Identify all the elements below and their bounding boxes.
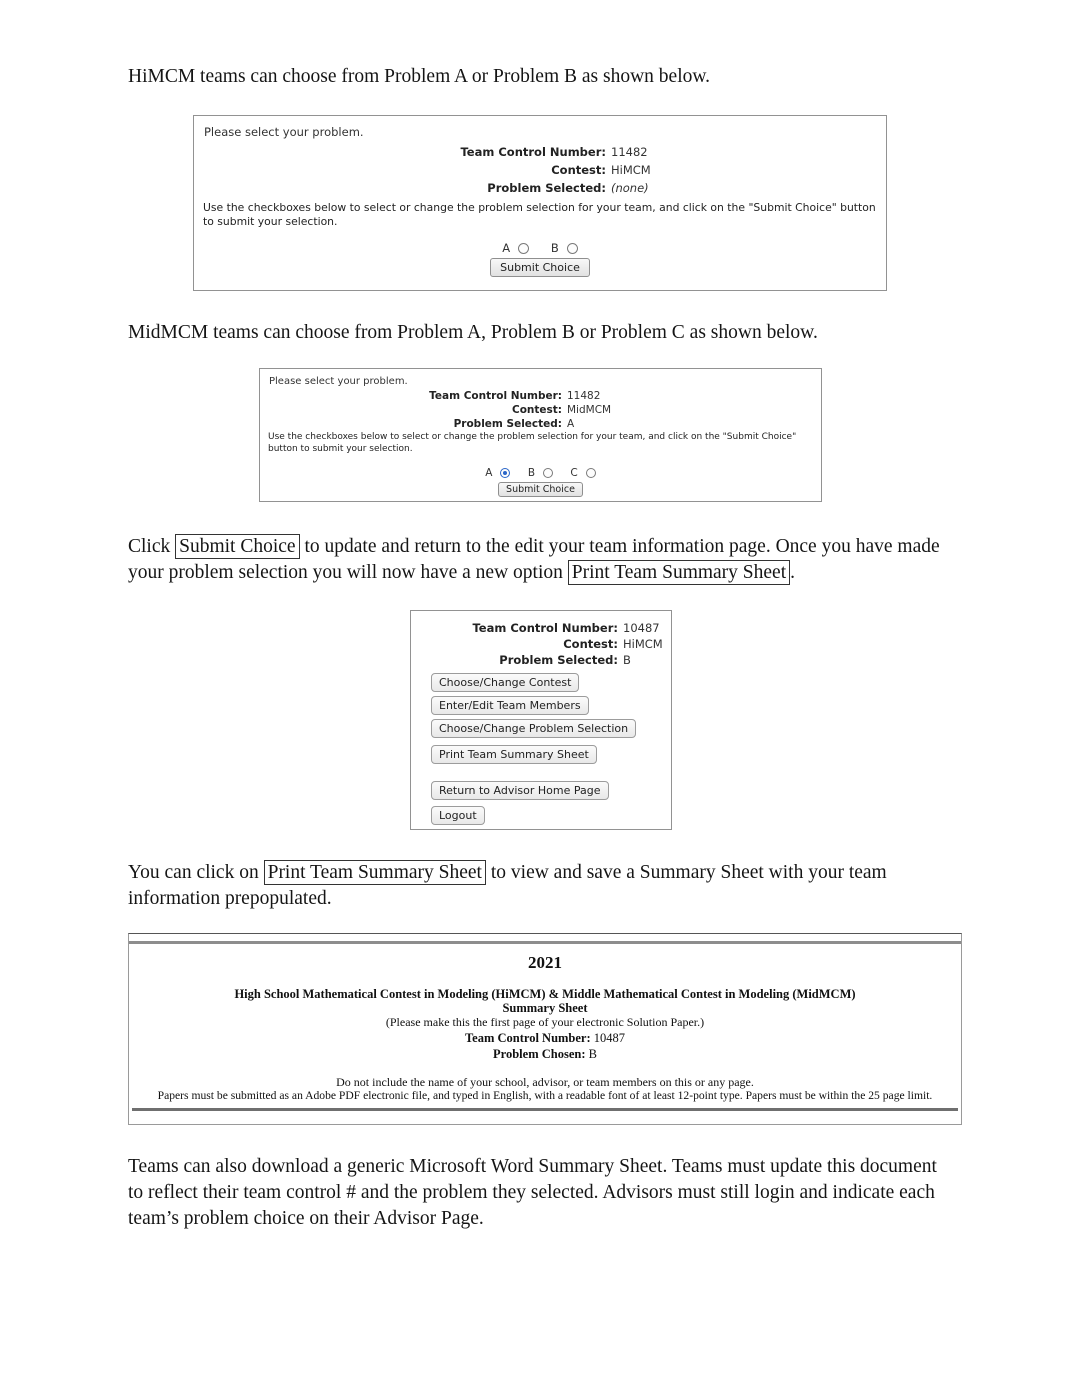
para3-text-3: . — [790, 562, 796, 583]
sheet-first-page-note: (Please make this the first page of your electronic Solution Paper.) — [385, 1015, 705, 1029]
print-summary-boxed-phrase: Print Team Summary Sheet — [568, 560, 790, 585]
print-summary-boxed-phrase: Print Team Summary Sheet — [264, 860, 486, 885]
sheet-warning-2: Papers must be submitted as an Adobe PDF electronic file, and typed in English, with a readable font of at least 12-point type. Papers must be within the 25 page limit. — [157, 1089, 933, 1102]
submit-choice-button[interactable]: Submit Choice — [498, 482, 583, 497]
sheet-team-control-number-row — [129, 1031, 961, 1046]
team-control-number-label: Team Control Number: — [472, 621, 618, 635]
print-summary-paragraph — [128, 860, 960, 912]
team-control-number-row — [194, 145, 886, 159]
contest-row — [411, 637, 671, 651]
enter-edit-team-members-button[interactable]: Enter/Edit Team Members — [431, 696, 589, 715]
problem-selected-label: Problem Selected: — [453, 418, 562, 430]
para3-text-2: to update and return to the edit your team information page. Once you have made your problem selection you will now have a new option — [128, 536, 940, 583]
contest-value: HiMCM — [623, 637, 663, 651]
sheet-warning-1: Do not include the name of your school, advisor, or team members on this or any page. — [336, 1075, 754, 1089]
problem-selected-row — [194, 181, 886, 195]
contest-row — [260, 404, 821, 416]
team-control-number-row — [260, 390, 821, 402]
contest-label: Contest: — [511, 404, 562, 416]
team-info-fields — [411, 621, 671, 669]
select-problem-prompt: Please select your problem. — [269, 376, 408, 387]
contest-value: MidMCM — [567, 404, 612, 416]
option-b-radio[interactable] — [543, 468, 553, 478]
word-summary-sheet-paragraph: Teams can also download a generic Microsoft Word Summary Sheet. Teams must update this document to reflect their team control # and the problem they selected. Advisors must still login and indicate each team’s problem choice on their Advisor Page. — [128, 1156, 937, 1229]
choose-change-contest-button[interactable]: Choose/Change Contest — [431, 673, 579, 692]
midmcm-problem-selector-screenshot — [259, 368, 822, 502]
choose-change-problem-selection-button[interactable]: Choose/Change Problem Selection — [431, 719, 636, 738]
option-a-radio[interactable] — [500, 468, 510, 478]
option-b — [551, 241, 578, 255]
problem-selected-label: Problem Selected: — [487, 181, 606, 195]
select-problem-prompt: Please select your problem. — [204, 125, 364, 139]
sheet-problem-chosen-value: B — [588, 1047, 597, 1061]
option-c-radio[interactable] — [586, 468, 596, 478]
problem-options-row — [260, 467, 821, 479]
problem-selected-value: A — [567, 418, 575, 430]
option-a-radio[interactable] — [518, 243, 529, 254]
sheet-team-control-number-label: Team Control Number: — [464, 1031, 591, 1045]
problem-selected-row — [260, 418, 821, 430]
selection-instructions: Use the checkboxes below to select or change the problem selection for your team, and click on the "Submit Choice" button to submit your selection. — [203, 201, 876, 228]
sheet-top-rule — [129, 941, 961, 944]
option-a — [485, 467, 510, 479]
option-b-label: B — [550, 241, 559, 255]
option-b-radio[interactable] — [567, 243, 578, 254]
team-control-number-value: 10487 — [623, 621, 660, 635]
problem-selected-value: (none) — [611, 181, 649, 195]
summary-sheet-screenshot — [128, 933, 962, 1125]
contest-label: Contest: — [551, 163, 606, 177]
submit-choice-paragraph — [128, 534, 960, 586]
contest-row — [194, 163, 886, 177]
logout-button[interactable]: Logout — [431, 806, 485, 825]
himcm-problem-selector-screenshot — [193, 115, 887, 291]
return-to-advisor-home-page-button[interactable]: Return to Advisor Home Page — [431, 781, 609, 800]
sheet-team-control-number-value: 10487 — [593, 1031, 626, 1045]
para3-text-1: Click — [128, 536, 176, 557]
team-control-number-label: Team Control Number: — [429, 390, 562, 402]
team-info-fields — [194, 145, 886, 199]
team-control-number-row — [411, 621, 671, 635]
para4-text-1: You can click on — [128, 862, 264, 883]
sheet-problem-chosen-label: Problem Chosen: — [493, 1047, 586, 1061]
para4-text-2: to view and save a Summary Sheet with your team information prepopulated. — [128, 862, 887, 909]
sheet-title: High School Mathematical Contest in Modeling (HiMCM) & Middle Mathematical Contest in Modeling (MidMCM) — [234, 987, 856, 1001]
print-team-summary-sheet-button[interactable]: Print Team Summary Sheet — [431, 745, 597, 764]
option-a — [502, 241, 529, 255]
option-c-label: C — [570, 467, 578, 479]
option-b-label: B — [527, 467, 536, 479]
team-menu-buttons — [431, 671, 636, 825]
sheet-bottom-rule — [132, 1108, 958, 1111]
selection-instructions: Use the checkboxes below to select or change the problem selection for your team, and click on the "Submit Choice" button to submit your selection. — [268, 432, 797, 454]
submit-row — [260, 482, 821, 497]
option-a-label: A — [485, 467, 493, 479]
sheet-year: 2021 — [528, 953, 562, 972]
team-control-number-label: Team Control Number: — [460, 145, 606, 159]
option-a-label: A — [502, 241, 511, 255]
sheet-problem-chosen-row — [129, 1047, 961, 1062]
contest-label: Contest: — [563, 637, 618, 651]
team-control-number-value: 11482 — [611, 145, 648, 159]
option-b — [528, 467, 553, 479]
contest-value: HiMCM — [611, 163, 651, 177]
team-info-fields — [260, 390, 821, 432]
intro-paragraph-midmcm: MidMCM teams can choose from Problem A, Problem B or Problem C as shown below. — [128, 322, 818, 343]
submit-choice-boxed-phrase: Submit Choice — [175, 534, 299, 559]
option-c — [570, 467, 595, 479]
problem-selected-row — [411, 653, 671, 667]
sheet-subtitle: Summary Sheet — [502, 1001, 588, 1015]
submit-row — [194, 258, 886, 277]
team-menu-screenshot — [410, 610, 672, 830]
team-control-number-value: 11482 — [567, 390, 601, 402]
intro-paragraph-himcm: HiMCM teams can choose from Problem A or Problem B as shown below. — [128, 66, 711, 87]
problem-options-row — [194, 241, 886, 255]
problem-selected-label: Problem Selected: — [499, 653, 618, 667]
submit-choice-button[interactable]: Submit Choice — [490, 258, 590, 277]
problem-selected-value: B — [623, 653, 631, 667]
